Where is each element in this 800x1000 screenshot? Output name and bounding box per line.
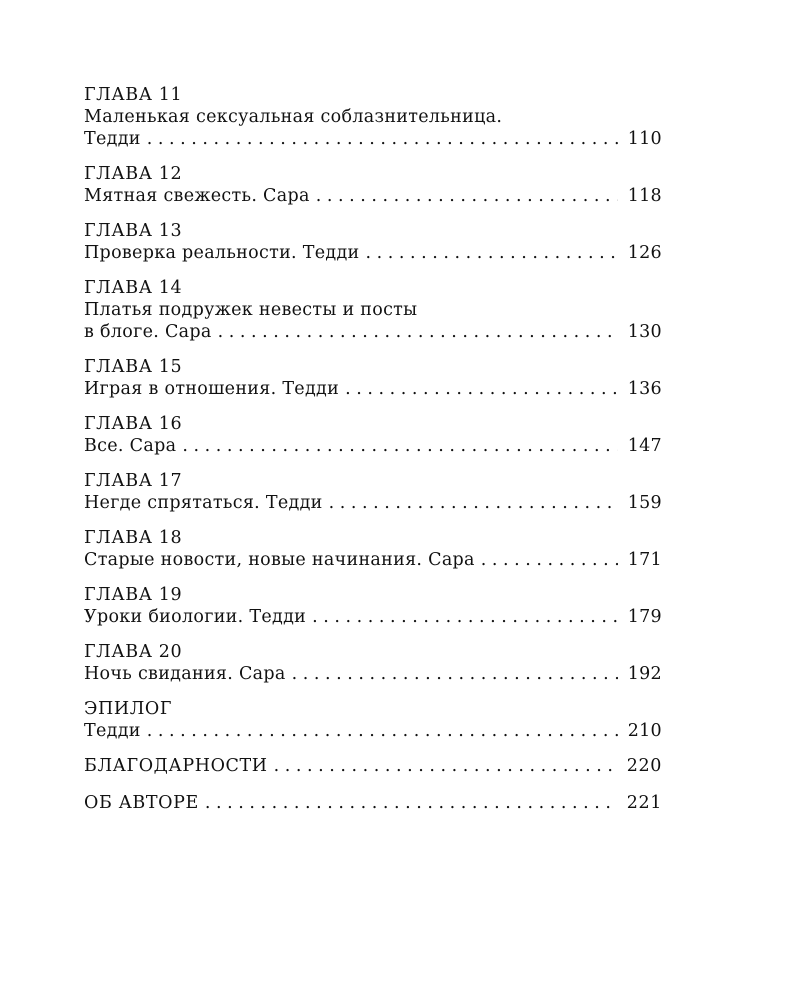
dot-leader xyxy=(316,185,618,207)
dot-leader xyxy=(218,321,618,343)
section-title: БЛАГОДАРНОСТИ xyxy=(84,756,268,776)
chapter-heading: ГЛАВА 19 xyxy=(84,585,183,605)
page-number: 147 xyxy=(627,436,662,456)
toc-entry-acknowledgements xyxy=(84,755,662,777)
chapter-title: в блоге. Сара xyxy=(84,322,212,342)
toc-line xyxy=(84,606,662,628)
toc-line xyxy=(84,792,662,814)
dot-leader xyxy=(366,242,619,264)
chapter-title: Все. Сара xyxy=(84,436,177,456)
dot-leader xyxy=(312,606,618,628)
chapter-title: Играя в отношения. Тедди xyxy=(84,379,340,399)
chapter-title: Уроки биологии. Тедди xyxy=(84,607,307,627)
chapter-heading: ГЛАВА 16 xyxy=(84,414,183,434)
page-number: 126 xyxy=(627,243,662,263)
page-number: 136 xyxy=(627,379,662,399)
dot-leader xyxy=(329,492,618,514)
toc-line xyxy=(84,378,662,400)
chapter-title: Тедди xyxy=(84,721,141,741)
toc-line xyxy=(84,549,662,571)
chapter-title: Негде спрятаться. Тедди xyxy=(84,493,323,513)
toc-entry-epilogue xyxy=(84,698,662,742)
table-of-contents xyxy=(84,84,662,829)
dot-leader xyxy=(147,720,618,742)
dot-leader xyxy=(147,128,618,150)
toc-line xyxy=(84,755,662,777)
toc-line xyxy=(84,128,662,150)
toc-entry-chapter-18 xyxy=(84,527,662,571)
page-number: 179 xyxy=(627,607,662,627)
toc-entry-chapter-19 xyxy=(84,584,662,628)
page-number: 171 xyxy=(627,550,662,570)
page-number: 159 xyxy=(627,493,662,513)
chapter-heading: ГЛАВА 20 xyxy=(84,642,183,662)
page-number: 221 xyxy=(626,793,662,813)
toc-entry-about-author xyxy=(84,792,662,814)
toc-entry-chapter-12 xyxy=(84,163,662,207)
chapter-title: Старые новости, новые начинания. Сара xyxy=(84,550,475,570)
toc-entry-chapter-17 xyxy=(84,470,662,514)
toc-entry-chapter-15 xyxy=(84,356,662,400)
chapter-title-line: Маленькая сексуальная соблазнительница. xyxy=(84,107,503,127)
toc-entry-chapter-11 xyxy=(84,84,662,150)
toc-entry-chapter-14 xyxy=(84,277,662,343)
chapter-title: Проверка реальности. Тедди xyxy=(84,243,360,263)
dot-leader xyxy=(481,549,618,571)
page-number: 210 xyxy=(627,721,662,741)
dot-leader xyxy=(205,792,618,814)
dot-leader xyxy=(292,663,618,685)
chapter-heading: ГЛАВА 17 xyxy=(84,471,183,491)
page-number: 110 xyxy=(627,129,662,149)
chapter-title: Мятная свежесть. Сара xyxy=(84,186,310,206)
page-number: 118 xyxy=(627,186,662,206)
toc-line xyxy=(84,663,662,685)
chapter-heading: ГЛАВА 18 xyxy=(84,528,183,548)
chapter-title: Ночь свидания. Сара xyxy=(84,664,286,684)
chapter-heading: ЭПИЛОГ xyxy=(84,699,173,719)
dot-leader xyxy=(274,755,618,777)
toc-entry-chapter-13 xyxy=(84,220,662,264)
toc-line xyxy=(84,435,662,457)
page-number: 130 xyxy=(627,322,662,342)
toc-line xyxy=(84,492,662,514)
section-title: ОБ АВТОРЕ xyxy=(84,793,199,813)
dot-leader xyxy=(182,435,618,457)
dot-leader xyxy=(345,378,618,400)
toc-entry-chapter-20 xyxy=(84,641,662,685)
toc-line xyxy=(84,321,662,343)
chapter-heading: ГЛАВА 12 xyxy=(84,164,183,184)
chapter-heading: ГЛАВА 13 xyxy=(84,221,183,241)
page-number: 192 xyxy=(627,664,662,684)
chapter-heading: ГЛАВА 11 xyxy=(84,85,183,105)
toc-line xyxy=(84,720,662,742)
toc-line xyxy=(84,242,662,264)
chapter-title: Тедди xyxy=(84,129,141,149)
toc-line xyxy=(84,185,662,207)
chapter-heading: ГЛАВА 15 xyxy=(84,357,183,377)
chapter-heading: ГЛАВА 14 xyxy=(84,278,183,298)
page-number: 220 xyxy=(626,756,662,776)
chapter-title-line: Платья подружек невесты и посты xyxy=(84,300,418,320)
toc-entry-chapter-16 xyxy=(84,413,662,457)
